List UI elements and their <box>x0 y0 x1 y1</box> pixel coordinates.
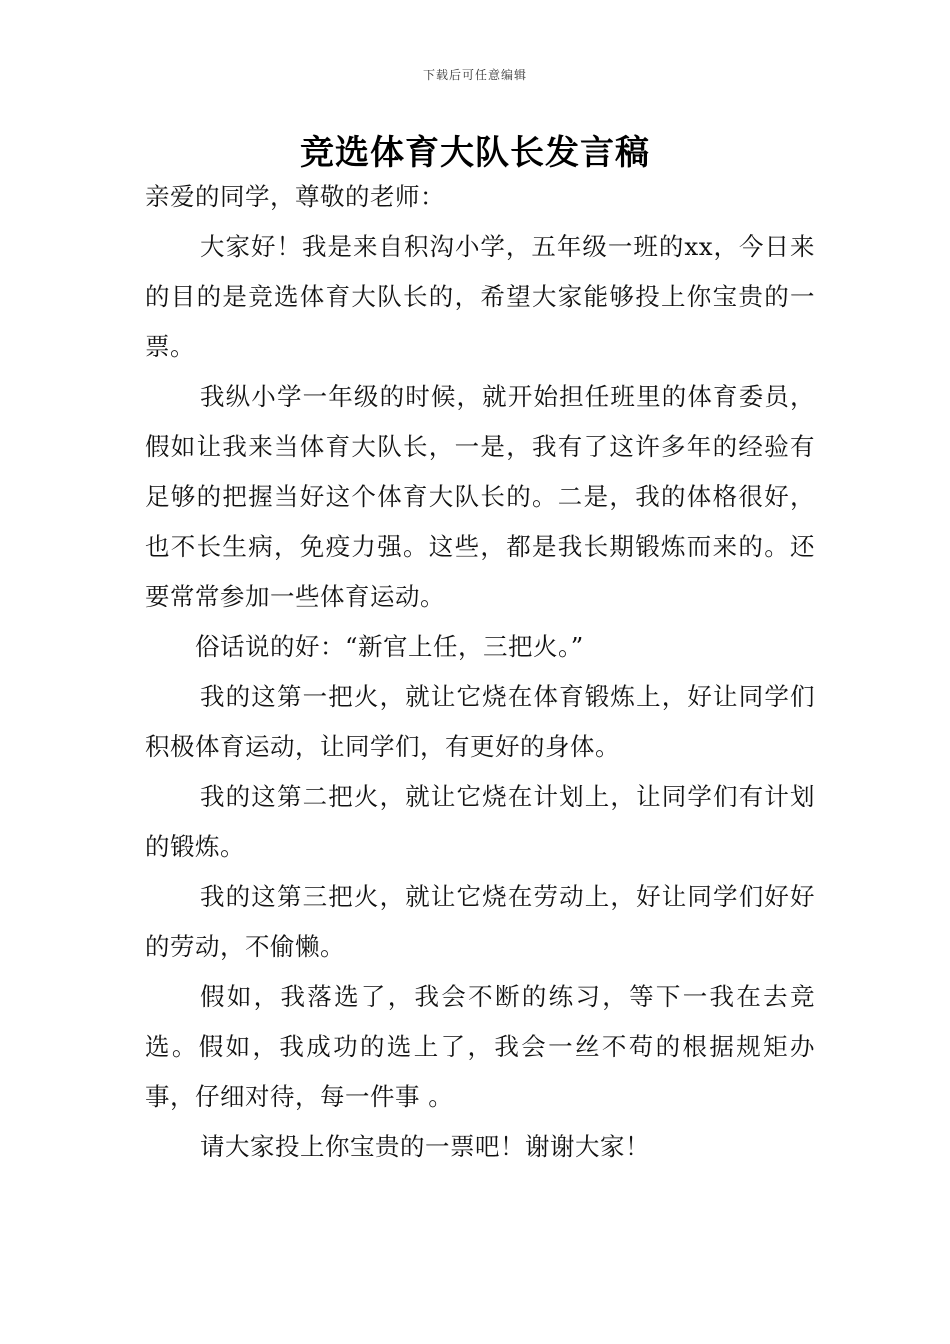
closing-paragraph: 请大家投上你宝贵的一票吧！谢谢大家！ <box>200 1132 650 1161</box>
second-fire-paragraph: 我的这第二把火，就让它烧在计划上，让同学们有计划的锻炼。 <box>145 782 815 861</box>
intro-paragraph: 大家好！我是来自积沟小学，五年级一班的xx，今日来的目的是竞选体育大队长的，希望大家能够投上你宝贵的一票。 <box>145 232 815 361</box>
third-fire-paragraph: 我的这第三把火，就让它烧在劳动上，好让同学们好好的劳动，不偷懒。 <box>145 882 815 961</box>
experience-paragraph: 我纵小学一年级的时候，就开始担任班里的体育委员，假如让我来当体育大队长，一是，我有了这许多年的经验有足够的把握当好这个体育大队长的。二是，我的体格很好，也不长生病，免疫力强。这些，都是我长期锻炼而来的。还要常常参加一些体育运动。 <box>145 382 815 611</box>
document-body <box>145 172 815 1172</box>
first-fire-paragraph: 我的这第一把火，就让它烧在体育锻炼上，好让同学们积极体育运动，让同学们，有更好的身体。 <box>145 682 815 761</box>
proverb-paragraph: 俗话说的好：“新官上任，三把火。” <box>195 632 584 661</box>
salutation-paragraph: 亲爱的同学，尊敬的老师： <box>145 182 445 211</box>
header-note: 下载后可任意编辑 <box>422 68 527 82</box>
outcome-paragraph: 假如，我落选了，我会不断的练习，等下一我在去竞选。假如，我成功的选上了，我会一丝不苟的根据规矩办事，仔细对待，每一件事 。 <box>145 982 815 1111</box>
document-title: 竞选体育大队长发言稿 <box>300 133 650 173</box>
